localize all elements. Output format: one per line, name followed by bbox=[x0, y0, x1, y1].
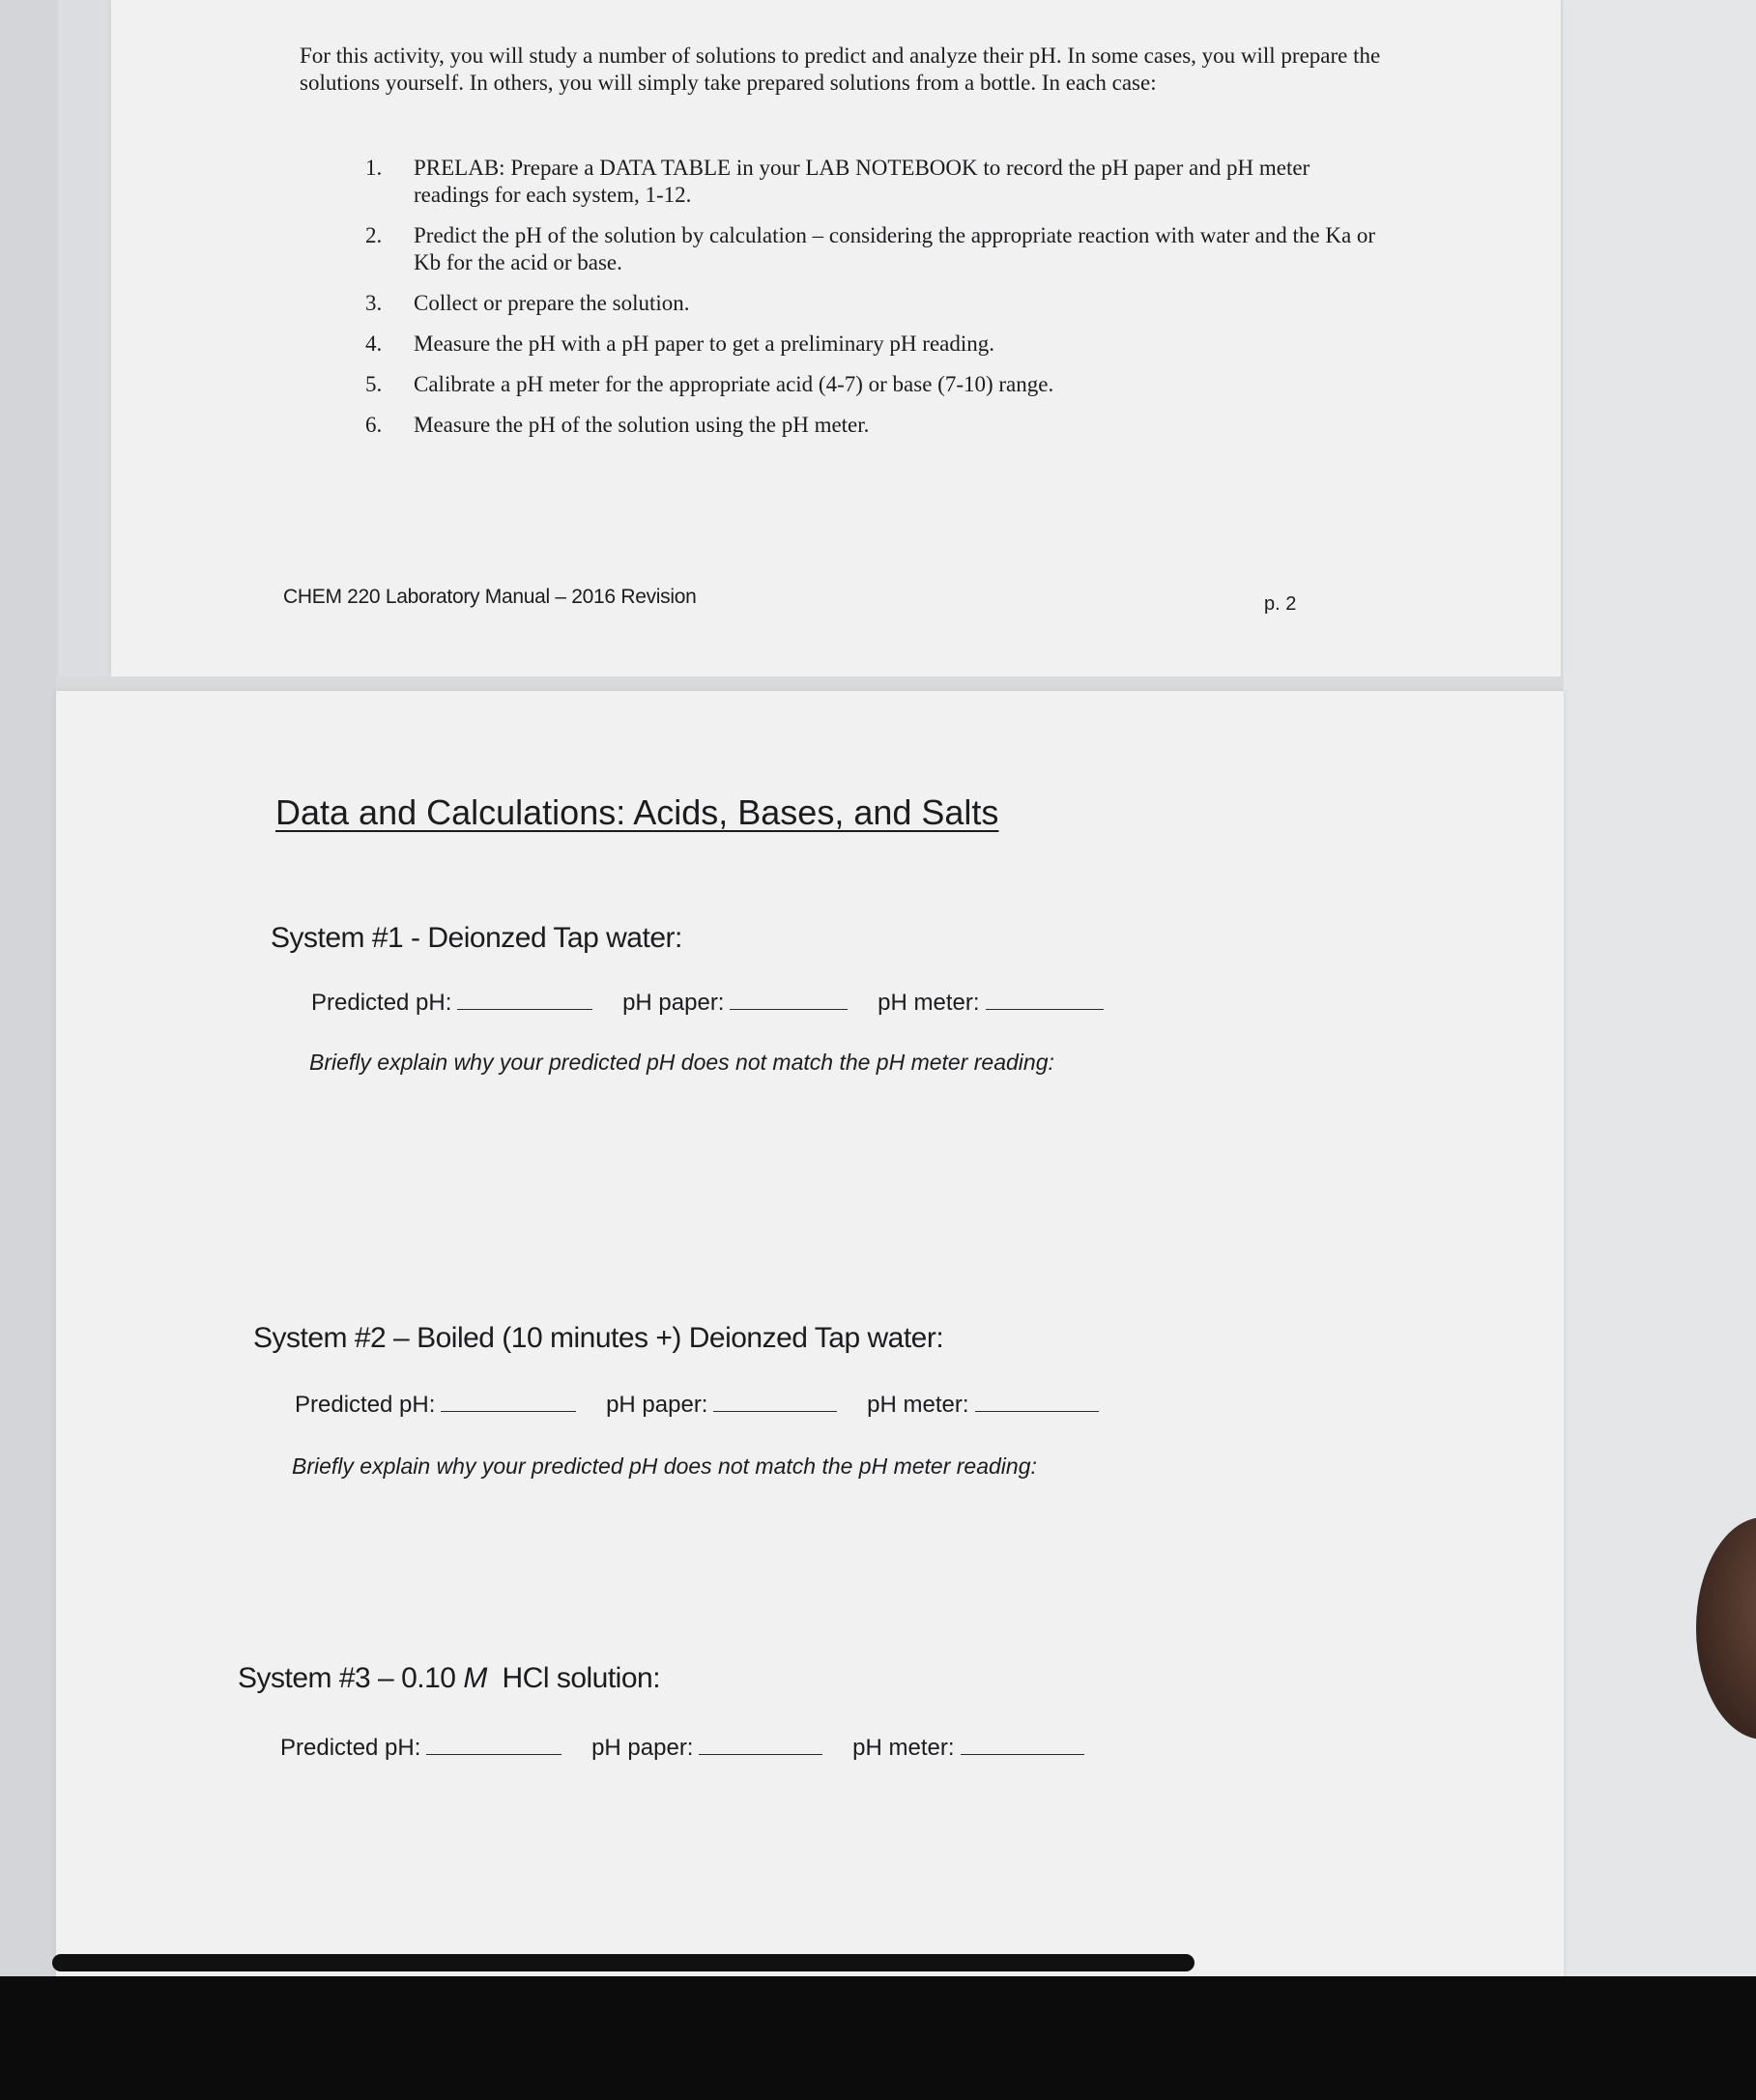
system-2-explain-prompt: Briefly explain why your predicted pH does not match the pH meter reading: bbox=[292, 1453, 1037, 1479]
manual-footer-title: CHEM 220 Laboratory Manual – 2016 Revision bbox=[283, 586, 697, 608]
ph-meter-label: pH meter: bbox=[867, 1392, 969, 1418]
step-text: PRELAB: Prepare a DATA TABLE in your LAB NOTEBOOK to record the pH paper and pH meter readings for each system, 1-12. bbox=[414, 156, 1310, 207]
step-number: 5. bbox=[365, 372, 383, 396]
step-number: 3. bbox=[365, 291, 383, 315]
procedure-step bbox=[365, 331, 1390, 358]
page-number: p. 2 bbox=[1264, 593, 1297, 615]
ph-paper-blank[interactable] bbox=[730, 992, 848, 1010]
screen-bezel bbox=[0, 1976, 1756, 2100]
ph-paper-label: pH paper: bbox=[622, 990, 725, 1016]
background-edge-left bbox=[0, 0, 58, 1991]
ph-meter-blank[interactable] bbox=[961, 1737, 1084, 1755]
procedure-step bbox=[365, 222, 1390, 276]
step-text: Calibrate a pH meter for the appropriate acid (4-7) or base (7-10) range. bbox=[414, 372, 1054, 396]
step-text: Predict the pH of the solution by calculation – considering the appropriate reaction with water and the Ka or Kb for the acid or base. bbox=[414, 223, 1376, 274]
predicted-ph-blank[interactable] bbox=[441, 1394, 576, 1412]
system-1-heading: System #1 - Deionzed Tap water: bbox=[271, 922, 682, 954]
ph-meter-label: pH meter: bbox=[852, 1735, 955, 1761]
predicted-ph-blank[interactable] bbox=[426, 1737, 561, 1755]
molarity-unit: M bbox=[463, 1662, 487, 1694]
system-3-heading-suffix: HCl solution: bbox=[486, 1662, 661, 1694]
predicted-ph-blank[interactable] bbox=[457, 992, 592, 1010]
system-3-heading bbox=[238, 1662, 660, 1695]
step-number: 4. bbox=[365, 331, 383, 356]
step-number: 2. bbox=[365, 223, 383, 247]
ph-paper-blank[interactable] bbox=[699, 1737, 822, 1755]
predicted-ph-label: Predicted pH: bbox=[280, 1735, 421, 1761]
system-1-fields bbox=[311, 990, 1127, 1017]
ph-meter-blank[interactable] bbox=[986, 992, 1104, 1010]
ph-meter-blank[interactable] bbox=[975, 1394, 1099, 1412]
step-number: 1. bbox=[365, 156, 383, 180]
section-title: Data and Calculations: Acids, Bases, and Salts bbox=[275, 792, 999, 832]
ph-meter-label: pH meter: bbox=[878, 990, 980, 1016]
system-3-fields bbox=[280, 1735, 1108, 1762]
predicted-ph-label: Predicted pH: bbox=[295, 1392, 436, 1418]
scroll-indicator-bar[interactable] bbox=[52, 1954, 1195, 1971]
system-2-heading: System #2 – Boiled (10 minutes +) Deionzed Tap water: bbox=[253, 1322, 944, 1354]
system-3-heading-prefix: System #3 – 0.10 bbox=[238, 1662, 464, 1694]
step-text: Collect or prepare the solution. bbox=[414, 291, 690, 315]
procedure-intro: For this activity, you will study a number of solutions to predict and analyze their pH. In some cases, you will prepare the solutions yourself. In others, you will simply take prepared solutions from a bottle. In each case: bbox=[300, 43, 1381, 95]
ph-paper-blank[interactable] bbox=[713, 1394, 837, 1412]
step-number: 6. bbox=[365, 413, 383, 437]
predicted-ph-label: Predicted pH: bbox=[311, 990, 452, 1016]
procedure-step bbox=[365, 371, 1390, 398]
procedure-step bbox=[365, 290, 1390, 317]
step-text: Measure the pH with a pH paper to get a preliminary pH reading. bbox=[414, 331, 994, 356]
page-gap bbox=[56, 676, 1564, 691]
ph-paper-label: pH paper: bbox=[606, 1392, 708, 1418]
system-1-explain-prompt: Briefly explain why your predicted pH does not match the pH meter reading: bbox=[309, 1050, 1054, 1075]
step-text: Measure the pH of the solution using the pH meter. bbox=[414, 413, 870, 437]
procedure-steps bbox=[365, 155, 1390, 452]
procedure-step bbox=[365, 155, 1390, 209]
procedure-step bbox=[365, 412, 1390, 439]
system-2-fields bbox=[295, 1392, 1122, 1419]
ph-paper-label: pH paper: bbox=[591, 1735, 694, 1761]
